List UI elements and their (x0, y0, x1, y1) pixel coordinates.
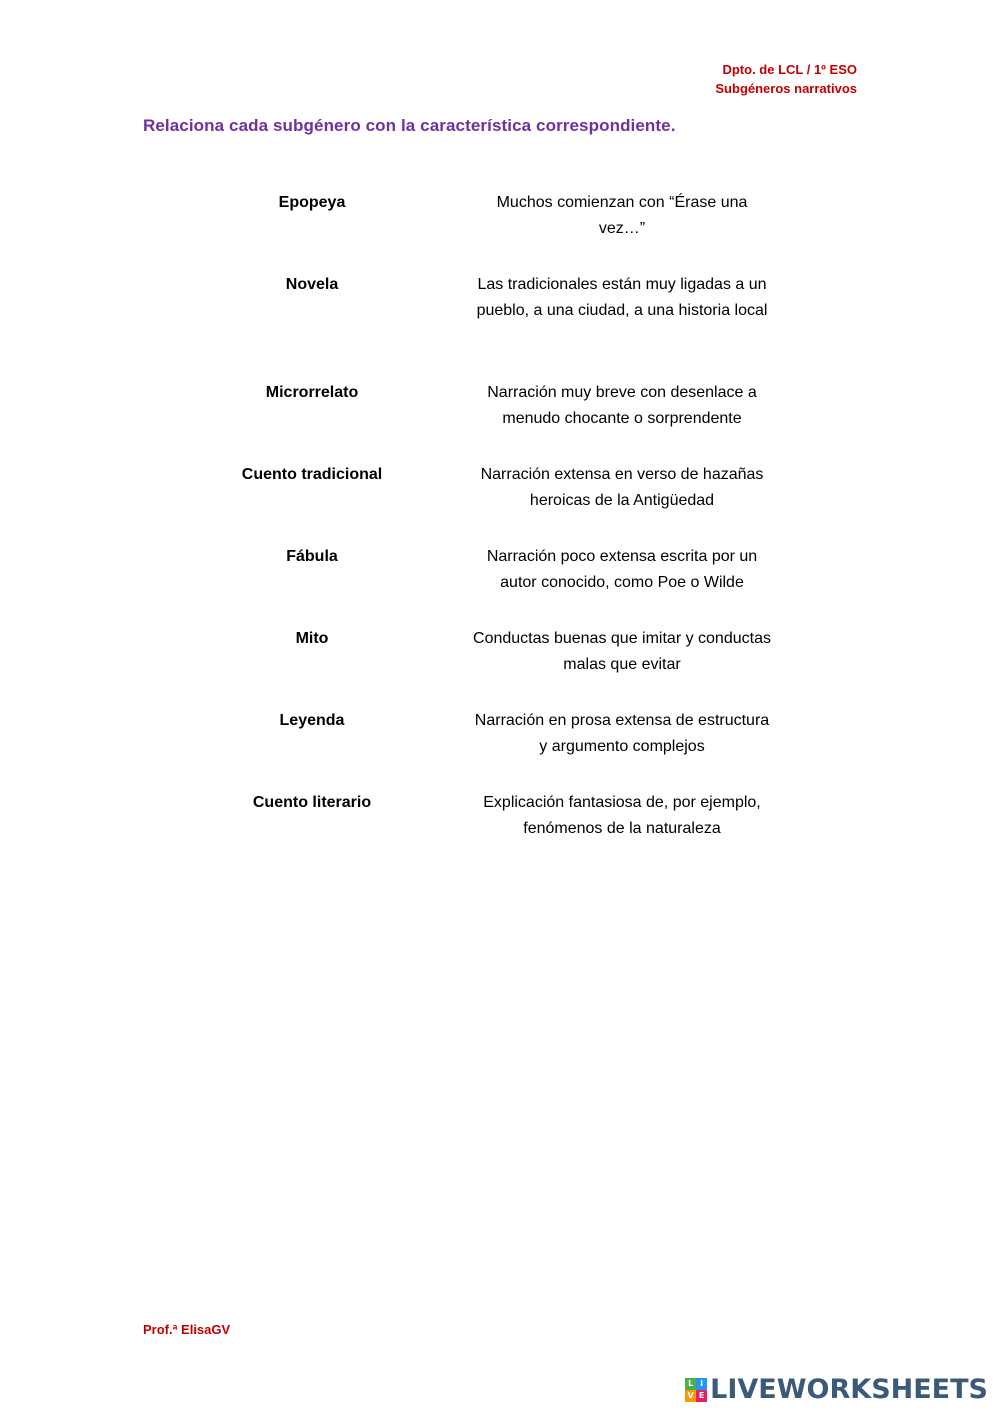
subgenre-description[interactable]: Narración poco extensa escrita por un autor conocido, como Poe o Wilde (486, 548, 758, 591)
subgenre-term[interactable]: Cuento literario (252, 794, 372, 811)
liveworksheets-brand[interactable] (685, 1374, 988, 1405)
liveworksheets-logo-icon (685, 1378, 707, 1402)
subgenre-description[interactable]: Las tradicionales están muy ligadas a un pueblo, a una ciudad, a una historia local (476, 276, 768, 319)
subgenre-description[interactable]: Conductas buenas que imitar y conductas malas que evitar (473, 630, 771, 673)
subgenre-description[interactable]: Narración en prosa extensa de estructura y argumento complejos (474, 712, 770, 755)
subgenre-description[interactable]: Muchos comienzan con “Érase una vez…” (496, 194, 748, 237)
brand-name: LIVEWORKSHEETS (710, 1374, 988, 1405)
logo-letter: I (696, 1378, 707, 1390)
subgenre-term[interactable]: Leyenda (279, 712, 345, 729)
subgenre-description[interactable]: Narración extensa en verso de hazañas heroicas de la Antigüedad (480, 466, 764, 509)
instruction-title: Relaciona cada subgénero con la característica correspondiente. (143, 116, 676, 135)
header-topic: Subgéneros narrativos (715, 81, 857, 96)
subgenre-term[interactable]: Fábula (286, 548, 338, 565)
header-department: Dpto. de LCL / 1º ESO (722, 62, 857, 77)
logo-letter: V (685, 1390, 696, 1402)
subgenre-term[interactable]: Epopeya (278, 194, 346, 211)
subgenre-description[interactable]: Narración muy breve con desenlace a menudo chocante o sorprendente (487, 384, 757, 427)
subgenre-term[interactable]: Novela (285, 276, 339, 293)
logo-letter: L (685, 1378, 696, 1390)
logo-letter: E (696, 1390, 707, 1402)
subgenre-term[interactable]: Cuento tradicional (241, 466, 383, 483)
subgenre-description[interactable]: Explicación fantasiosa de, por ejemplo, fenómenos de la naturaleza (483, 794, 761, 837)
footer-author: Prof.ª ElisaGV (143, 1322, 231, 1337)
page-header (715, 60, 857, 98)
subgenre-term[interactable]: Microrrelato (265, 384, 359, 401)
subgenre-term[interactable]: Mito (295, 630, 329, 647)
